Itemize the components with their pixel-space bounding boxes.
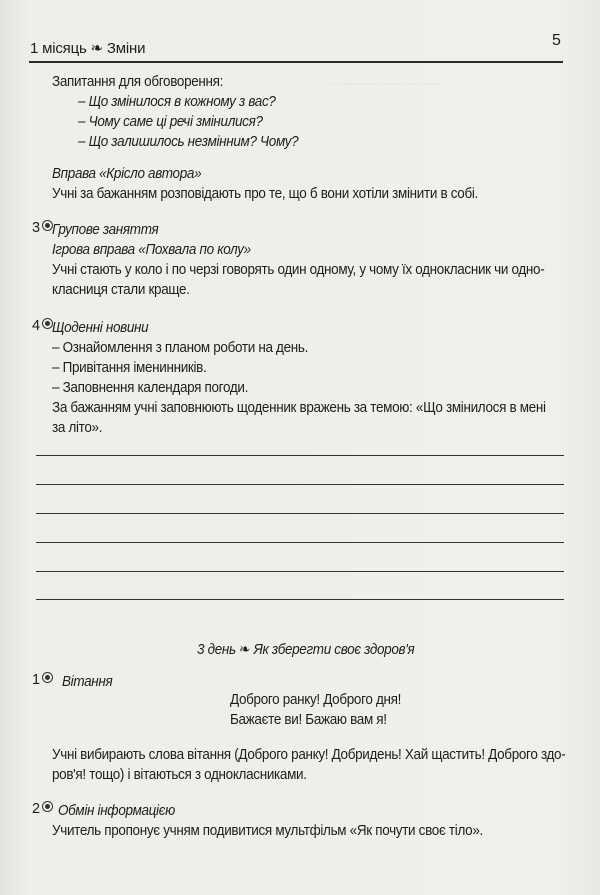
item-3-text: класниця стали краще. [52, 282, 190, 298]
header-rule [29, 61, 563, 63]
bullet-icon [42, 672, 53, 683]
item-2-text: Учитель пропонує учням подивитися мультфільм «Як почути своє тіло». [52, 823, 483, 839]
item-1-title: Вітання [62, 674, 113, 690]
questions-intro: Запитання для обговорення: [52, 74, 224, 90]
item-4-title: Щоденні новини [52, 320, 149, 336]
item-1-marker [32, 672, 53, 688]
writing-line [36, 484, 564, 485]
item-1-text: ров'я! тощо) і вітаються з однокласниками. [52, 767, 307, 783]
writing-line [36, 513, 564, 514]
bleed-through-text: ................................. [330, 74, 441, 88]
item-3-title: Групове заняття [52, 222, 159, 238]
item-4-text: за літо». [52, 420, 103, 436]
writing-line [36, 542, 564, 543]
page-number: 5 [552, 32, 561, 49]
exercise-text: Учні за бажанням розповідають про те, що б вони хотіли змінити в собі. [52, 186, 478, 202]
bullet-icon [42, 801, 53, 812]
exercise-title: Вправа «Крісло автора» [52, 166, 202, 182]
item-2-title: Обмін інформацією [58, 803, 175, 819]
item-3-text: Учні стають у коло і по черзі говорять один одному, у чому їх однокласник чи одно- [52, 262, 545, 278]
running-header-title: 1 місяць ❧ Зміни [30, 40, 146, 57]
item-1-text: Учні вибирають слова вітання (Доброго ранку! Добридень! Хай щастить! Доброго здо- [52, 747, 566, 763]
item-number: 1 [32, 672, 41, 688]
item-number: 4 [32, 318, 41, 334]
question-item: – Чому саме ці речі змінилися? [78, 114, 263, 130]
item-4-marker [32, 318, 53, 334]
item-number: 2 [32, 801, 41, 817]
writing-line [36, 571, 564, 572]
question-item: – Що змінилося в кожному з вас? [78, 94, 276, 110]
question-item: – Що залишилось незмінним? Чому? [78, 134, 299, 150]
poem-line: Бажаєте ви! Бажаю вам я! [230, 712, 387, 728]
item-2-marker [32, 801, 53, 817]
list-item: – Ознайомлення з планом роботи на день. [52, 340, 309, 356]
day-heading: 3 день ❧ Як зберегти своє здоров'я [197, 642, 415, 658]
item-3-subtitle: Ігрова вправа «Похвала по колу» [52, 242, 251, 258]
writing-line [36, 455, 564, 456]
list-item: – Заповнення календаря погоди. [52, 380, 249, 396]
item-4-text: За бажанням учні заповнюють щоденник вражень за темою: «Що змінилося в мені [52, 400, 546, 416]
writing-line [36, 599, 564, 600]
item-number: 3 [32, 220, 41, 236]
list-item: – Привітання іменинників. [52, 360, 207, 376]
poem-line: Доброго ранку! Доброго дня! [230, 692, 402, 708]
item-3-marker [32, 220, 53, 236]
